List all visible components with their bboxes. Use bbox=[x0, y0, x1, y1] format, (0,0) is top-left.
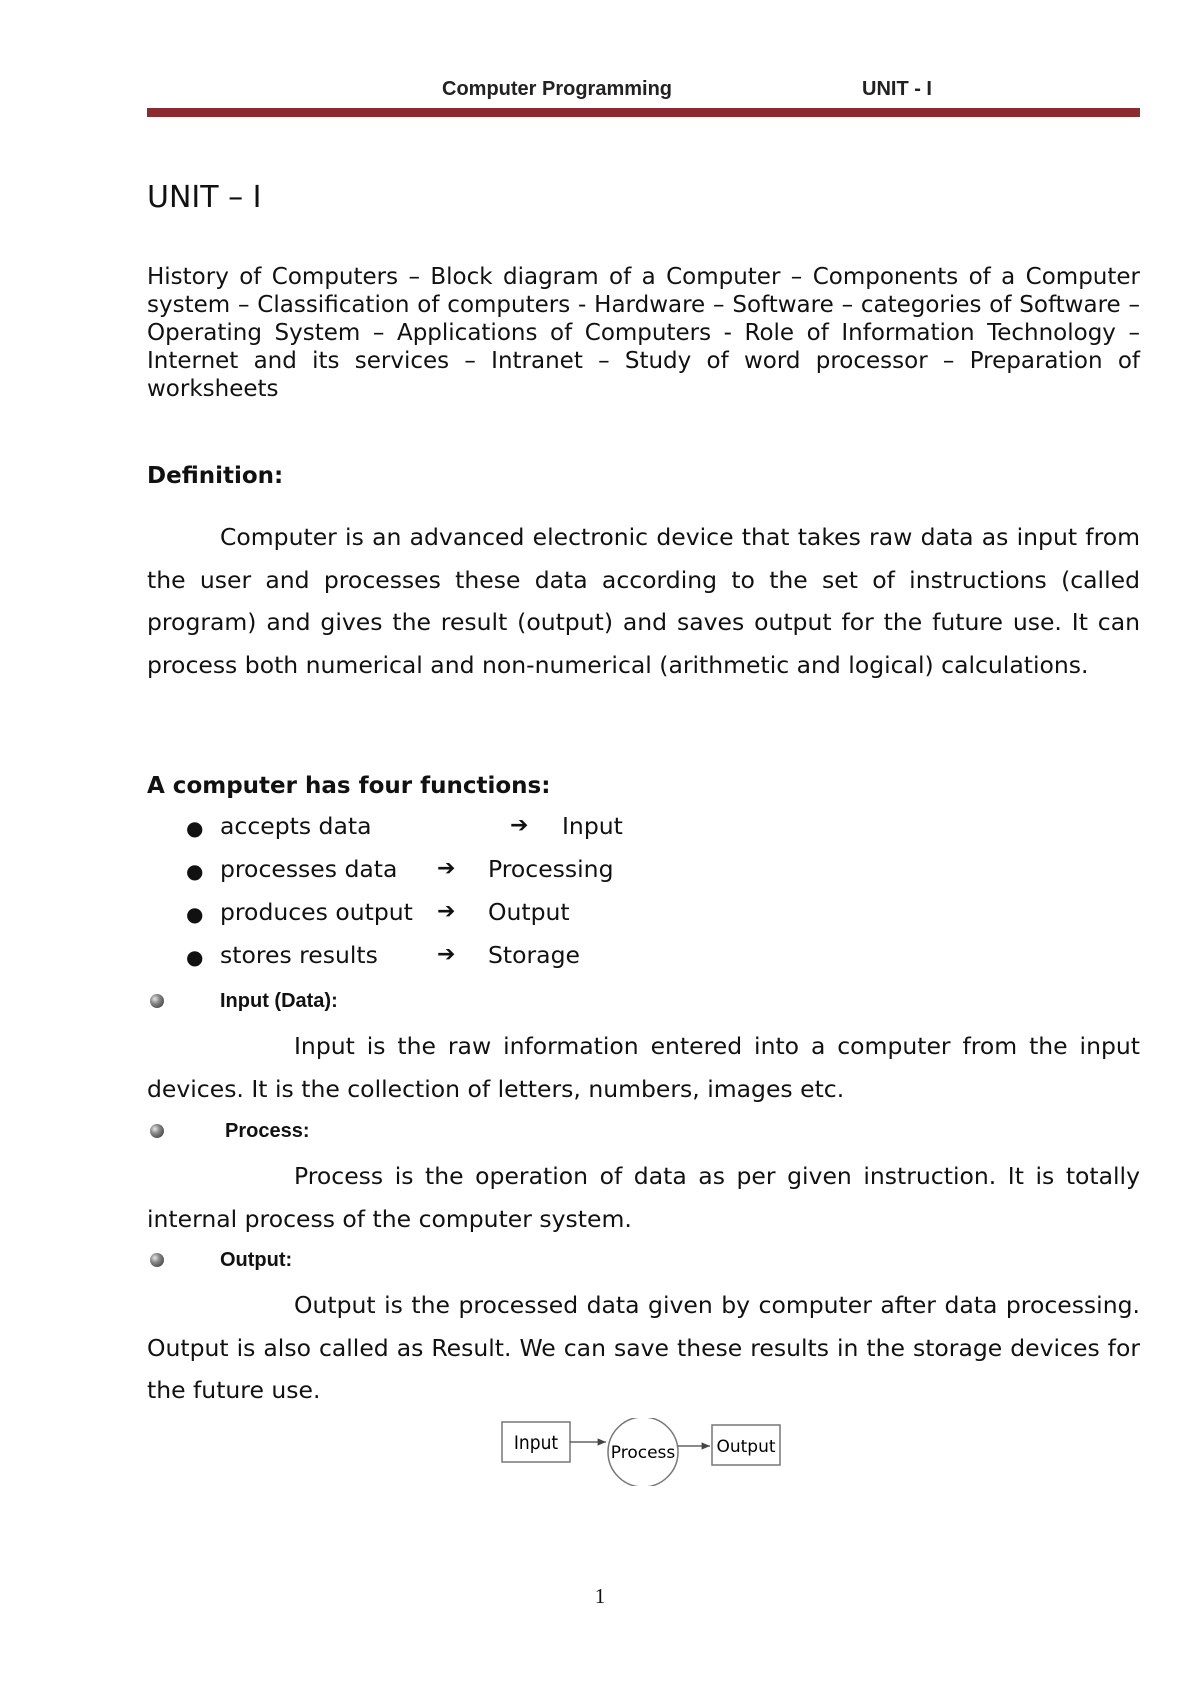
bullet-icon: ● bbox=[186, 945, 204, 969]
function-action: produces output bbox=[220, 898, 413, 926]
bullet-icon: ● bbox=[186, 859, 204, 883]
input-process-output-diagram bbox=[500, 1418, 790, 1486]
header-unit: UNIT - I bbox=[862, 78, 932, 100]
arrow-right-icon: ➔ bbox=[437, 942, 456, 967]
syllabus-paragraph: History of Computers – Block diagram of a Computer – Components of a Computer system – Classification of computers - Hardware – Software – categories of Software – Operating System – Applications of Computers - Role of Information Technology – Internet and its services – Intranet – Study of word processor – Preparation of worksheets bbox=[147, 264, 1140, 402]
definition-label: Definition: bbox=[147, 463, 284, 489]
output-section-label: Output: bbox=[220, 1249, 293, 1271]
header-divider bbox=[147, 108, 1140, 117]
section-bullet-icon bbox=[150, 1253, 164, 1267]
page-number: 1 bbox=[594, 1584, 606, 1608]
arrow-right-icon: ➔ bbox=[437, 899, 456, 924]
bullet-icon: ● bbox=[186, 902, 204, 926]
process-section-label: Process: bbox=[225, 1120, 310, 1142]
function-result: Storage bbox=[488, 941, 580, 969]
section-bullet-icon bbox=[150, 1124, 164, 1138]
function-result: Processing bbox=[488, 855, 614, 883]
function-action: processes data bbox=[220, 855, 398, 883]
section-bullet-icon bbox=[150, 994, 164, 1008]
arrow-right-icon: ➔ bbox=[510, 813, 529, 838]
diagram-process-label: Process bbox=[610, 1443, 676, 1463]
arrow-right-icon: ➔ bbox=[437, 856, 456, 881]
functions-title: A computer has four functions: bbox=[147, 773, 551, 799]
definition-paragraph: Computer is an advanced electronic device that takes raw data as input from the user and processes these data according to the set of instructions (called program) and gives the result (output) and saves output for the future use. It can process both numerical and non-numerical (arithmetic and logical) calculations. bbox=[147, 523, 1140, 679]
function-result: Input bbox=[562, 812, 623, 840]
diagram-input-label: Input bbox=[513, 1432, 559, 1455]
input-section-label: Input (Data): bbox=[220, 990, 338, 1012]
unit-heading: UNIT – I bbox=[147, 180, 262, 215]
input-section-paragraph: Input is the raw information entered into a computer from the input devices. It is the collection of letters, numbers, images etc. bbox=[147, 1032, 1140, 1103]
function-action: accepts data bbox=[220, 812, 372, 840]
process-section-paragraph: Process is the operation of data as per given instruction. It is totally internal process of the computer system. bbox=[147, 1162, 1140, 1233]
function-result: Output bbox=[488, 898, 570, 926]
function-action: stores results bbox=[220, 941, 378, 969]
header-title: Computer Programming bbox=[442, 78, 673, 100]
output-section-paragraph: Output is the processed data given by computer after data processing. Output is also called as Result. We can save these results in the storage devices for the future use. bbox=[147, 1291, 1140, 1404]
bullet-icon: ● bbox=[186, 816, 204, 840]
diagram-output-label: Output bbox=[716, 1437, 776, 1457]
